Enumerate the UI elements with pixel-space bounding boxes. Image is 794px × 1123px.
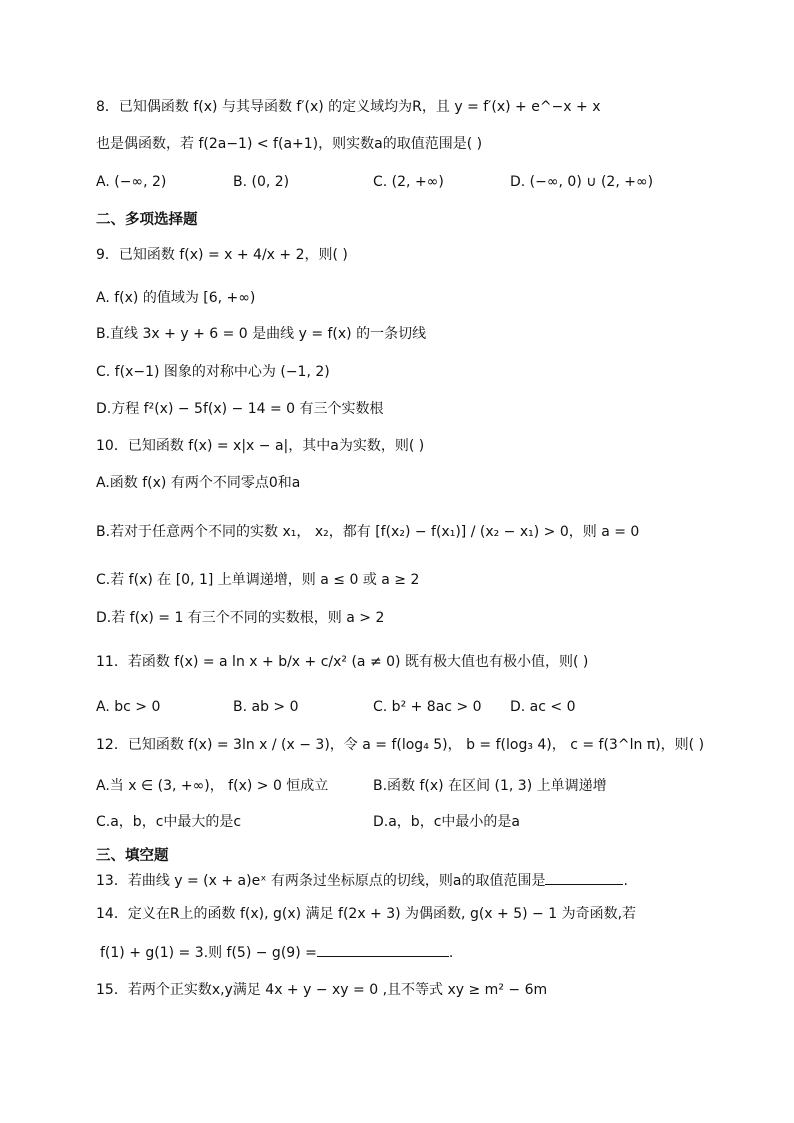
q8-line1: 8．已知偶函数 f(x) 与其导函数 f′(x) 的定义域均为R，且 y = f′(x) + e^−x + x xyxy=(96,99,601,115)
q12-option-d: D.a，b，c中最小的是a xyxy=(373,814,520,830)
q8-option-d: D. (−∞, 0) ∪ (2, +∞) xyxy=(510,174,654,190)
q8-option-a: A. (−∞, 2) xyxy=(96,174,167,190)
q11-stem: 11．若函数 f(x) = a ln x + b/x + c/x² (a ≠ 0) 既有极大值也有极小值，则( ) xyxy=(96,654,589,670)
q12-option-c: C.a，b，c中最大的是c xyxy=(96,814,242,830)
q9-option-d: D.方程 f²(x) − 5f(x) − 14 = 0 有三个实数根 xyxy=(96,401,384,417)
q11-option-b: B. ab > 0 xyxy=(233,699,299,715)
q9-option-c: C. f(x−1) 图象的对称中心为 (−1, 2) xyxy=(96,364,330,380)
q11-option-a: A. bc > 0 xyxy=(96,699,161,715)
q13-line xyxy=(96,870,628,891)
q11-option-d: D. ac < 0 xyxy=(510,699,576,715)
q12-stem: 12．已知函数 f(x) = 3ln x / (x − 3)，令 a = f(log₄ 5)， b = f(log₃ 4)， c = f(3^ln π)，则( ) xyxy=(96,737,705,753)
end-mark: . xyxy=(623,873,628,889)
q11-option-c: C. b² + 8ac > 0 xyxy=(373,699,482,715)
q8-line2: 也是偶函数，若 f(2a−1) < f(a+1)，则实数a的取值范围是( ) xyxy=(96,136,483,152)
q12-option-b: B.函数 f(x) 在区间 (1, 3) 上单调递增 xyxy=(373,778,607,794)
q10-option-c: C.若 f(x) 在 [0, 1] 上单调递增，则 a ≤ 0 或 a ≥ 2 xyxy=(96,572,420,588)
q8-option-b: B. (0, 2) xyxy=(233,174,290,190)
answer-blank[interactable] xyxy=(317,942,449,957)
q14-line1: 14．定义在R上的函数 f(x), g(x) 满足 f(2x + 3) 为偶函数, g(x + 5) − 1 为奇函数,若 xyxy=(96,906,637,922)
q10-option-d: D.若 f(x) = 1 有三个不同的实数根，则 a > 2 xyxy=(96,610,385,626)
q14-line2 xyxy=(100,942,453,963)
q10-stem: 10．已知函数 f(x) = x|x − a|，其中a为实数，则( ) xyxy=(96,438,425,454)
q9-stem: 9．已知函数 f(x) = x + 4/x + 2，则( ) xyxy=(96,247,348,263)
q10-option-b: B.若对于任意两个不同的实数 x₁， x₂，都有 [f(x₂) − f(x₁)] / (x₂ − x₁) > 0，则 a = 0 xyxy=(96,524,640,540)
q12-option-a: A.当 x ∈ (3, +∞)， f(x) > 0 恒成立 xyxy=(96,778,329,794)
q10-option-a: A.函数 f(x) 有两个不同零点0和a xyxy=(96,475,301,491)
q9-option-b: B.直线 3x + y + 6 = 0 是曲线 y = f(x) 的一条切线 xyxy=(96,326,427,342)
q9-option-a: A. f(x) 的值域为 [6, +∞) xyxy=(96,290,256,306)
section-heading-multiple-choice: 二、多项选择题 xyxy=(96,212,198,228)
q8-option-c: C. (2, +∞) xyxy=(373,174,444,190)
q13-text: 13．若曲线 y = (x + a)eˣ 有两条过坐标原点的切线，则a的取值范围是 xyxy=(96,873,546,889)
answer-blank[interactable] xyxy=(545,870,623,885)
q14-text: f(1) + g(1) = 3.则 f(5) − g(9) = xyxy=(100,945,317,961)
q15-line: 15．若两个正实数x,y满足 4x + y − xy = 0 ,且不等式 xy ≥ m² − 6m xyxy=(96,982,548,998)
section-heading-fill-in: 三、填空题 xyxy=(96,848,169,864)
end-mark: . xyxy=(448,945,454,961)
